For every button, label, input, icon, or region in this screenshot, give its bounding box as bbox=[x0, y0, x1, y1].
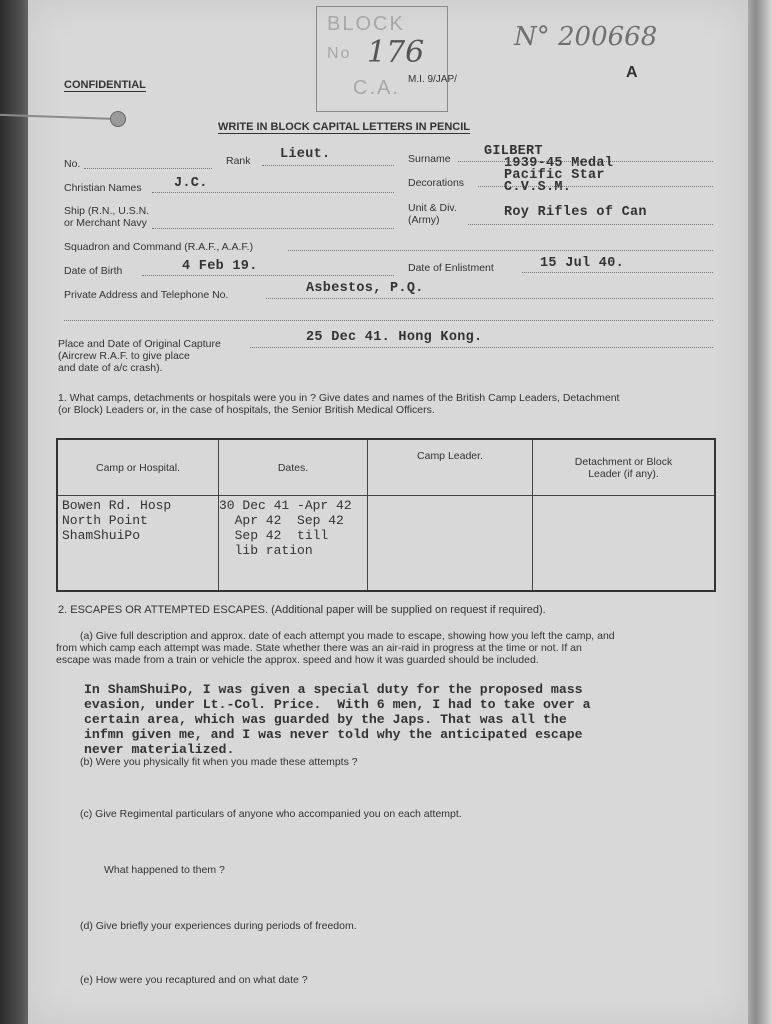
capture-label: Place and Date of Original Capture bbox=[58, 338, 221, 350]
squadron-label: Squadron and Command (R.A.F., A.A.F.) bbox=[64, 241, 254, 253]
christian-names-label: Christian Names bbox=[64, 182, 142, 194]
question-2e: (e) How were you recaptured and on what date ? bbox=[80, 974, 308, 986]
question-2a-line-3: escape was made from a train or vehicle the approx. speed and how it was guarded should be included. bbox=[56, 654, 539, 666]
dob-label: Date of Birth bbox=[64, 265, 123, 277]
table-row bbox=[57, 496, 715, 592]
block-stamp bbox=[316, 6, 448, 112]
capture-crash-label: and date of a/c crash). bbox=[58, 362, 163, 374]
question-1-line-1: 1. What camps, detachments or hospitals were you in ? Give dates and names of the British Camp Leaders, Detachment bbox=[58, 392, 620, 404]
stamp-no-label: No bbox=[327, 45, 352, 62]
detachment-cell bbox=[533, 496, 716, 592]
handwritten-number: N° 200668 bbox=[514, 22, 658, 52]
address-value: Asbestos, P.Q. bbox=[306, 281, 424, 296]
question-2d: (d) Give briefly your experiences during periods of freedom. bbox=[80, 920, 357, 932]
surname-label: Surname bbox=[408, 153, 451, 165]
camp-header: Camp or Hospital. bbox=[57, 439, 219, 496]
surname-value: GILBERT bbox=[484, 144, 543, 159]
stamp-number: 176 bbox=[367, 35, 425, 70]
dob-value: 4 Feb 19. bbox=[182, 259, 258, 274]
rank-value: Lieut. bbox=[280, 147, 331, 162]
stamp-block-label: BLOCK bbox=[327, 13, 405, 35]
confidential-label: CONFIDENTIAL bbox=[64, 79, 146, 91]
form-instruction: WRITE IN BLOCK CAPITAL LETTERS IN PENCIL bbox=[218, 121, 470, 133]
christian-names-value: J.C. bbox=[174, 176, 208, 191]
dates-header: Dates. bbox=[219, 439, 368, 496]
ship-label: Ship (R.N., U.S.N. bbox=[64, 205, 150, 217]
punch-hole bbox=[110, 111, 126, 127]
background-left bbox=[0, 0, 30, 1024]
enlistment-label: Date of Enlistment bbox=[408, 262, 494, 274]
decorations-value: 1939-45 Medal Pacific Star C.V.S.M. bbox=[504, 156, 614, 195]
question-2c: (c) Give Regimental particulars of anyone who accompanied you on each attempt. bbox=[80, 808, 462, 820]
question-2a-line-2: from which camp each attempt was made. State whether there was an air-raid in progress at the time or not. If an bbox=[56, 642, 582, 654]
escape-answer: In ShamShuiPo, I was given a special duty for the proposed mass evasion, under Lt.-Col. Price. With 6 men, I had to take over a certain area, which was guarded by the Japs. That was all the infmn given me, and I was never told why the anticipated escape never materialized. bbox=[84, 682, 591, 757]
mi9-reference: M.I. 9/JAP/ bbox=[408, 74, 457, 85]
stamp-ca-label: C.A. bbox=[353, 77, 400, 99]
camps-cell: Bowen Rd. Hosp North Point ShamShuiPo bbox=[57, 496, 219, 592]
camps-table-header bbox=[57, 439, 715, 496]
camps-table bbox=[56, 438, 716, 592]
form-sheet bbox=[28, 0, 748, 1024]
no-label: No. bbox=[64, 158, 81, 170]
question-2b: (b) Were you physically fit when you made these attempts ? bbox=[80, 756, 358, 768]
question-1-line-2: (or Block) Leaders or, in the case of hospitals, the Senior British Medical Officers. bbox=[58, 404, 435, 416]
capture-value: 25 Dec 41. Hong Kong. bbox=[306, 330, 483, 345]
dates-cell: 30 Dec 41 -Apr 42 Apr 42 Sep 42 Sep 42 till lib ration bbox=[219, 496, 368, 592]
merchant-navy-label: or Merchant Navy bbox=[64, 217, 147, 229]
grade-letter: A bbox=[626, 64, 638, 81]
rank-label: Rank bbox=[226, 155, 251, 167]
decorations-label: Decorations bbox=[408, 177, 465, 189]
capture-aircrew-label: (Aircrew R.A.F. to give place bbox=[58, 350, 190, 362]
question-2c-followup: What happened to them ? bbox=[104, 864, 225, 876]
question-2-title: 2. ESCAPES OR ATTEMPTED ESCAPES. (Additional paper will be supplied on request if required). bbox=[58, 604, 546, 616]
camp-leader-cell bbox=[368, 496, 533, 592]
enlistment-value: 15 Jul 40. bbox=[540, 256, 625, 271]
unit-label: Unit & Div. bbox=[408, 202, 457, 214]
camp-leader-header: Camp Leader. bbox=[368, 439, 533, 496]
address-label: Private Address and Telephone No. bbox=[64, 289, 229, 301]
detachment-header: Detachment or Block Leader (if any). bbox=[533, 439, 716, 496]
army-label: (Army) bbox=[408, 214, 440, 226]
question-2a-line-1: (a) Give full description and approx. date of each attempt you made to escape, showing how you left the camp, and bbox=[80, 630, 615, 642]
unit-value: Roy Rifles of Can bbox=[504, 205, 647, 220]
